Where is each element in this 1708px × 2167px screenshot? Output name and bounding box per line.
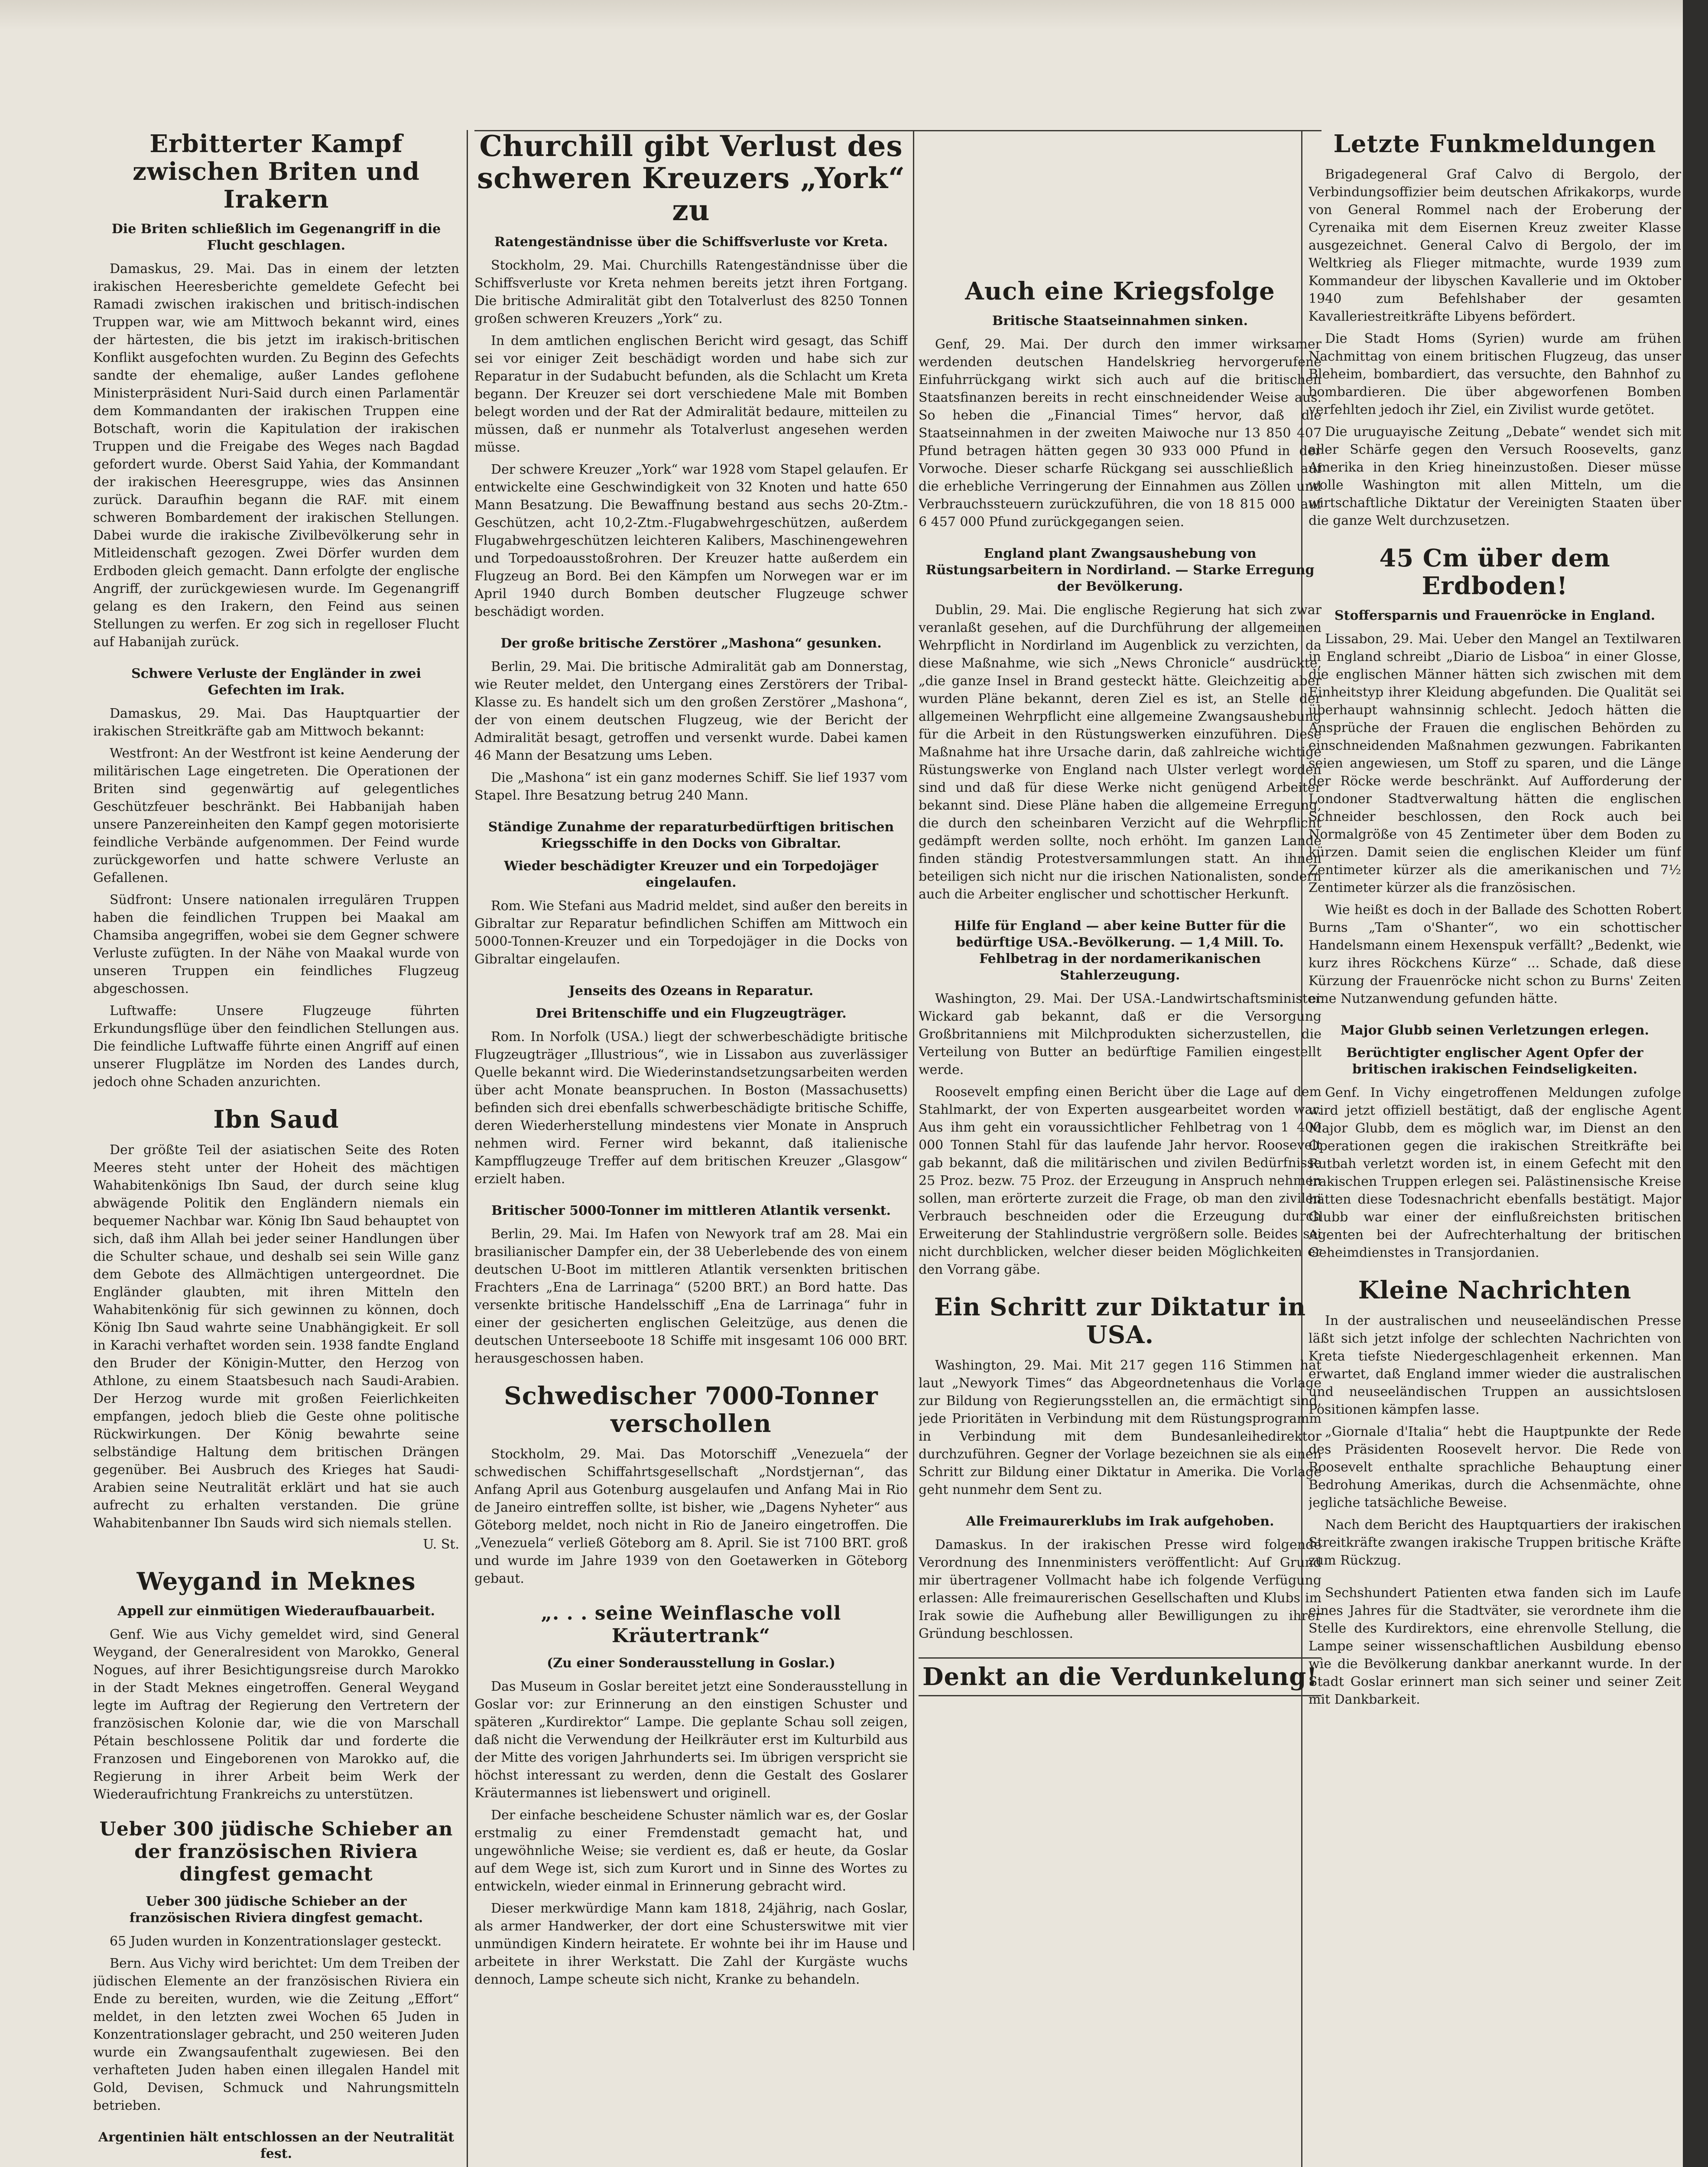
article-kleine-nachrichten <box>1309 1276 1681 1569</box>
article-argentinien <box>93 2129 459 2167</box>
column-3 <box>919 277 1322 2167</box>
article-erbitterter-kampf <box>93 130 459 651</box>
article-subhead: Die Briten schließlich im Gegenangriff in die Flucht geschlagen. <box>111 221 441 253</box>
article-paragraph: Rom. In Norfolk (USA.) liegt der schwerbeschädigte britische Flugzeugträger „Illustrious“, wie in Lissabon aus zuverlässiger Quelle bekannt wird. Die Wiederinstandsetzungsarbeiten werden über acht Monate beanspruchen. In Boston (Massachusetts) befinden sich drei ebenfalls schwerbeschädigte britische Schiffe, deren Wiederherstellung mindestens vier Monate in Anspruch nehmen wird. Ferner wird bekannt, daß italienische Kampfflugzeuge Treffer auf dem britischen Kreuzer „Glasgow“ erzielt haben. <box>474 1029 908 1187</box>
article-7000-tonner <box>474 1382 908 1588</box>
article-headline: Schwere Verluste der Engländer in zwei Gefechten im Irak. <box>131 666 421 698</box>
article-paragraph: Der größte Teil der asiatischen Seite des Roten Meeres steht unter der Hoheit des mächtigen Wahabitenkönigs Ibn Saud, der durch seine klug abwägende Politik den Engländern niemals ein bequemer Nachbar war. König Ibn Saud behauptet von sich, daß ihm Allah bei jeder seiner Handlungen über die Schulter schaue, und deshalb sei sein Wille ganz dem Gebote des Allmächtigen untergeordnet. Die Engländer glaubten, mit ihren Mitteln den Wahabitenkönig für sich gewinnen zu können, doch König Ibn Saud wahrte seine Unabhängigkeit. Er soll in Karachi verhaftet worden sein. 1938 fandte England den Bruder der Königin-Mutter, den Herzog von Athlone, zu einem Staatsbesuch nach Saudi-Arabien. Der Herzog wurde mit großen Feierlichkeiten empfangen, jedoch blieb die Geste ohne politische Rückwirkungen. Der König bewahrte seine selbständige Haltung dem britischen Drängen gegenüber. Bei Ausbruch des Krieges hat Saudi-Arabien seine Neutralität erklärt und hat sie auch aufrecht zu erhalten verstanden. Die grüne Wahabitenbanner Ibn Sauds wird sich niemals stellen. <box>93 1142 459 1531</box>
article-headline: Der große britische Zerstörer „Mashona“ gesunken. <box>500 636 882 651</box>
column-1 <box>93 130 459 2167</box>
article-paragraph: Rom. Wie Stefani aus Madrid meldet, sind außer den bereits in Gibraltar zur Reparatur befindlichen Schiffen am Mittwoch ein 5000-Tonnen-Kreuzer und ein Torpedojäger in die Docks von Gibraltar eingelaufen. <box>474 898 908 967</box>
article-churchill-york <box>474 130 908 621</box>
article-freimaurer <box>919 1513 1322 1643</box>
article-paragraph: Bern. Aus Vichy wird berichtet: Um dem Treiben der jüdischen Elemente an der französischen Riviera ein Ende zu bereiten, wurden, wie die Zeitung „Effort“ meldet, in den letzten zwei Wochen 65 Juden in Konzentrationslager gebracht, und 250 weiteren Juden wurde ein Zwangsaufenthalt zugewiesen. Bei den verhafteten Juden haben einen illegalen Handel mit Gold, Devisen, Schmuck und Nahrungsmitteln betrieben. <box>93 1956 459 2113</box>
article-paragraph: Nach dem Bericht des Hauptquartiers der irakischen Streitkräfte zwangen irakische Truppen britische Kräfte zum Rückzug. <box>1309 1517 1681 1568</box>
article-paragraph: Die uruguayische Zeitung „Debate“ wendet sich mit aller Schärfe gegen den Versuch Roosevelts, ganz Amerika in den Krieg hineinzustoßen. Dieser müsse wolle Washington mit allen Mitteln, um die wirtschaftliche Diktatur der Vereinigten Staaten über die ganze Welt durchzusetzen. <box>1309 424 1681 528</box>
article-paragraph: Das Museum in Goslar bereitet jetzt eine Sonderausstellung in Goslar vor: zur Erinnerung an den einstigen Schuster und späteren „Kurdirektor“ Lampe. Die geplante Schau soll zeigen, daß nicht die Verwendung der Heilkräuter erst im Kulturbild aus der Mitte des vorigen Jahrhunderts sei. Im übrigen verspricht sie höchst interessant zu werden, denn die Gestalt des Goslarer Kräutermannes ist liebenswert und originell. <box>474 1679 908 1801</box>
article-paragraph: „Giornale d'Italia“ hebt die Hauptpunkte der Rede des Präsidenten Roosevelt hervor. Die Rede von Roosevelt enthalte sprachliche Behauptung einer Bedrohung Amerikas, durch die Achsenmächte, ohne jegliche tatsächliche Beweise. <box>1309 1424 1681 1510</box>
article-subhead: (Zu einer Sonderausstellung in Goslar.) <box>547 1656 835 1671</box>
article-weinflasche <box>474 1602 908 1988</box>
article-diktatur-usa <box>919 1293 1322 1499</box>
article-paragraph: Washington, 29. Mai. Der USA.-Landwirtschaftsminister Wickard gab bekannt, daß er die Versorgung Großbritanniens mit Milchprodukten sicherzustellen, die Verteilung von Butter an bedürftige Familien eingestellt werde. <box>919 991 1322 1077</box>
article-paragraph: Dublin, 29. Mai. Die englische Regierung hat sich zwar veranlaßt gesehen, auf die Durchführung der allgemeinen Wehrpflicht in Nordirland im Augenblick zu verzichten, da diese Maßnahme, wie sich „News Chronicle“ ausdrückte, „die ganze Insel in Brand gesteckt hätte. Gleichzeitig aber wurden Pläne bekannt, deren Ziel es ist, an Stelle der allgemeinen Wehrpflicht eine allgemeine Zwangsaushebung für die Arbeit in den Rüstungswerken einzuführen. Diese Maßnahme hat ihre Ursache darin, daß zahlreiche wichtige Rüstungswerke von England nach Ulster verlegt worden sind und daß für diese Werke nicht genügend Arbeiter bekannt sind. Diese Pläne haben die allgemeine Erregung, die durch den scheinbaren Verzicht auf die Wehrpflicht gedämpft werden sollte, noch erhöht. Im ganzen Lande finden ständig Protestversammlungen statt. An ihnen beteiligen sich nicht nur die irischen Nationalisten, sondern auch die Arbeiter englischer und schottischer Herkunft. <box>919 602 1322 902</box>
article-headline: 45 Cm über dem Erdboden! <box>1379 544 1611 600</box>
article-headline: Ibn Saud <box>213 1105 339 1134</box>
article-paragraph: Die Stadt Homs (Syrien) wurde am frühen Nachmittag von einem britischen Flugzeug, das unser Bleheim, bombardiert, das versuchte, den Bahnhof zu bombardieren. Die über abgeworfenen Bomben verfehlten jedoch ihr Ziel, ein Zivilist wurde getötet. <box>1309 331 1681 417</box>
article-headline: England plant Zwangsaushebung von Rüstungsarbeitern in Nordirland. — Starke Erregung der Bevölkerung. <box>925 546 1315 594</box>
article-paragraph: Südfront: Unsere nationalen irregulären Truppen haben die feindlichen Truppen bei Maakal am Chamsiba angegriffen, wobei sie dem Gegner schwere Verluste zufügten. In der Nähe von Maakal wurde von unseren Truppen ein feindliches Flugzeug abgeschossen. <box>93 892 459 996</box>
article-headline: „. . . seine Weinflasche voll Kräutertrank“ <box>541 1602 841 1647</box>
notice-headline: Denkt an die Verdunkelung! <box>922 1663 1318 1691</box>
notice-verdunkelung <box>919 1657 1322 1696</box>
article-mashona <box>474 635 908 804</box>
article-juedische-schieber <box>93 1818 459 2115</box>
article-funkmeldungen <box>1309 130 1681 530</box>
article-paragraph: Berlin, 29. Mai. Im Hafen von Newyork traf am 28. Mai ein brasilianischer Dampfer ein, der 38 Ueberlebende des von einem deutschen U-Boot im mittleren Atlantik versenkten britischen Frachters „Ena de Larrinaga“ (5200 BRT.) an Bord hatte. Das versenkte britische Handelsschiff „Ena de Larrinaga“ fuhr in einer der gesicherten englischen Geleitzüge, aus denen die deutschen Unterseeboote 18 Schiffe mit insgesamt 106 000 BRT. herausgeschossen haben. <box>474 1227 908 1366</box>
article-paragraph: Westfront: An der Westfront ist keine Aenderung der militärischen Lage eingetreten. Die Operationen der Briten sind gegenwärtig auf gelegentliches Geschützfeuer beschränkt. Bei Habbanijah haben unsere Panzereinheiten den Kampf gegen motorisierte feindliche Verbände aufgenommen. Der Feind wurde zurückgeworfen und hatte schwere Verluste an Gefallenen. <box>93 746 459 885</box>
article-subhead: Wieder beschädigter Kreuzer und ein Torpedojäger eingelaufen. <box>504 859 878 890</box>
column-rule-2 <box>913 130 914 1950</box>
article-headline: Hilfe für England — aber keine Butter für die bedürftige USA.-Bevölkerung. — 1,4 Mill. To. Fehlbetrag in der nordamerikanischen Stahlerzeugung. <box>954 918 1286 983</box>
article-headline: Alle Freimaurerklubs im Irak aufgehoben. <box>966 1514 1274 1529</box>
scan-edge-right <box>1683 0 1708 2167</box>
article-signature: U. St. <box>423 1537 459 1552</box>
article-kriegsfolge <box>919 277 1322 531</box>
article-headline: Ueber 300 jüdische Schieber an der französischen Riviera dingfest gemacht <box>99 1818 453 1885</box>
article-paragraph: Dieser merkwürdige Mann kam 1818, 24jährig, nach Goslar, als armer Handwerker, der dort eine Schusterswitwe mit vier unmündigen Kindern heiratete. Er wohnte bei ihr im Hause und arbeitete in ihrer Werkstatt. Die Zahl der Kurgäste wuchs dennoch, Lampe scheute sich nicht, Kranke zu behandeln. <box>474 1901 908 1987</box>
article-paragraph: Damaskus, 29. Mai. Das in einem der letzten irakischen Heeresberichte gemeldete Gefecht bei Ramadi zwischen irakischen und britisch-indischen Truppen war, wie am Mittwoch bekannt wird, eines der härtesten, die bis jetzt im irakisch-britischen Konflikt ausgefochten wurden. Zu Beginn des Gefechts sandte der ehemalige, außer Landes geflohene Ministerpräsident Nuri-Said durch einen Parlamentär dem Kommandanten der irakischen Truppen eine Botschaft, worin die Kapitulation der irakischen Truppen und die Freigabe des Weges nach Bagdad gefordert wurde. Oberst Said Yahia, der Kommandant der irakischen Heeresgruppe, wies das Ansinnen zurück. Daraufhin begann die RAF. mit einem schweren Bombardement der irakischen Stellungen. Dabei wurde die irakische Zivilbevölkerung sehr in Mitleidenschaft gezogen. Zwei Dörfer wurden dem Erdboden gleich gemacht. Dann erfolgte der englische Angriff, der zurückgewiesen wurde. Im Gegenangriff gelang es den Irakern, den Feind aus seinen Stellungen zu werfen. Er zog sich in regelloser Flucht auf Habanijah zurück. <box>93 261 459 650</box>
article-paragraph: Wie heißt es doch in der Ballade des Schotten Robert Burns „Tam o'Shanter“, wo ein schottischer Handelsmann einem Hexenspuk verfällt? „Bedenkt, wie kurz ihres Röckchens Kürze“ ... Schade, daß diese Kürzung der Frauenröcke nicht schon zu Burns' Zeiten eine Nutzanwendung gefunden hätte. <box>1309 902 1681 1006</box>
article-subhead: Stoffersparnis und Frauenröcke in England. <box>1334 608 1656 623</box>
scan-edge-top <box>0 0 1708 30</box>
article-paragraph: Roosevelt empfing einen Bericht über die Lage auf dem Stahlmarkt, der von Experten ausgearbeitet worden war. Aus ihm geht ein voraussichtlicher Fehlbetrag von 1 400 000 Tonnen Stahl für das laufende Jahr hervor. Roosevelt gab bekannt, daß die militärischen und zivilen Bedürfnisse 25 Proz. bezw. 75 Proz. der Erzeugung in Anspruch nehmen sollen, man erörterte zurzeit die Frage, ob man den zivilen Verbrauch beschneiden oder die Erzeugung durch Erweiterung der Stahlindustrie vergrößern solle. Beides sei nicht durchblicken, welcher dieser beiden Möglichkeiten er den Vorrang gäbe. <box>919 1084 1322 1277</box>
column-4 <box>1309 130 1681 2167</box>
article-headline: Ständige Zunahme der reparaturbedürftigen britischen Kriegsschiffe in den Docks von Gibraltar. <box>488 820 894 851</box>
article-paragraph: Genf. In Vichy eingetroffenen Meldungen zufolge wird jetzt offiziell bestätigt, daß der englische Agent Major Glubb, dem es möglich war, im Dienst an den Operationen gegen die irakischen Streitkräfte bei Rutbah verletzt worden ist, in einem Gefecht mit den irakischen Truppen erlegen sei. Palästinensische Kreise hätten diese Todesnachricht ebenfalls bestätigt. Major Glubb war einer der einflußreichsten britischen Agenten bei der Aufrechterhaltung der britischen Geheimdienstes in Transjordanien. <box>1309 1085 1681 1260</box>
article-headline: Erbitterter Kampf zwischen Briten und Irakern <box>133 130 420 214</box>
article-subhead: Ratengeständnisse über die Schiffsverluste vor Kreta. <box>494 234 888 250</box>
article-subhead: Ueber 300 jüdische Schieber an der französischen Riviera dingfest gemacht. <box>129 1894 423 1926</box>
article-paragraph: Stockholm, 29. Mai. Das Motorschiff „Venezuela“ der schwedischen Schiffahrtsgesellschaft „Nordstjernan“, das Anfang April aus Gotenburg ausgelaufen und Anfang Mai in Rio de Janeiro eintreffen sollte, ist bisher, wie „Dagens Nyheter“ aus Göteborg meldet, noch nicht in Rio de Janeiro eingetroffen. Die „Venezuela“ verließ Göteborg am 8. April. Sie ist 7100 BRT. groß und wurde im Jahre 1939 von den Goetawerken in Göteborg gebaut. <box>474 1447 908 1586</box>
article-headline: Britischer 5000-Tonner im mittleren Atlantik versenkt. <box>491 1203 891 1218</box>
article-headline: Ein Schritt zur Diktatur in USA. <box>934 1293 1306 1349</box>
column-rule-1 <box>467 130 468 2167</box>
article-headline: Schwedischer 7000-Tonner verschollen <box>504 1382 878 1438</box>
article-subhead: Berüchtigter englischer Agent Opfer der britischen irakischen Feindseligkeiten. <box>1346 1045 1643 1077</box>
article-subhead: Britische Staatseinnahmen sinken. <box>992 313 1248 329</box>
article-paragraph: Berlin, 29. Mai. Die britische Admiralität gab am Donnerstag, wie Reuter meldet, den Untergang eines Zerstörers der Tribal-Klasse zu. Es handelt sich um den großen Zerstörer „Mashona“, der von einem deutschen Flugzeug, wie der Bericht der Admiralität besagt, getroffen und versenkt wurde. Dabei kamen 46 Mann der Besatzung ums Leben. <box>474 659 908 763</box>
article-headline: Kleine Nachrichten <box>1358 1276 1632 1305</box>
column-2 <box>474 130 908 2167</box>
article-major-glubb <box>1309 1022 1681 1262</box>
article-paragraph: Luftwaffe: Unsere Flugzeuge führten Erkundungsflüge über den feindlichen Stellungen aus. Die feindliche Luftwaffe führte einen Angriff auf einen unserer Flugplätze im Norden des Landes durch, jedoch ohne Schaden anzurichten. <box>93 1003 459 1090</box>
article-paragraph: Der schwere Kreuzer „York“ war 1928 vom Stapel gelaufen. Er entwickelte eine Geschwindigkeit von 32 Knoten und hatte 650 Mann Besatzung. Die Bewaffnung bestand aus sechs 20-Ztm.-Geschützen, acht 10,2-Ztm.-Flugabwehrgeschützen, außerdem Flugabwehrgeschützen leichteren Kalibers, Maschinengewehren und Torpedoausstoßrohren. Der Kreuzer hatte außerdem ein Flugzeug an Bord. Bei den Kämpfen um Norwegen war er im April 1940 durch Bomben deutscher Flugzeuge schwer beschädigt worden. <box>474 462 908 619</box>
article-paragraph: In der australischen und neuseeländischen Presse läßt sich jetzt infolge der schlechten Nachrichten von Kreta tiefste Niedergeschlagenheit erkennen. Man erwartet, daß England immer wieder die australischen und neuseeländischen Truppen an aussichtslosen Positionen kämpfen lasse. <box>1309 1313 1681 1417</box>
article-subhead: Appell zur einmütigen Wiederaufbauarbeit. <box>117 1604 435 1619</box>
article-weygand <box>93 1568 459 1803</box>
article-headline: Letzte Funkmeldungen <box>1333 130 1656 158</box>
article-paragraph: In dem amtlichen englischen Bericht wird gesagt, das Schiff sei vor einiger Zeit beschädigt worden und habe sich zur Reparatur in der Sudabucht befunden, als die Schlacht um Kreta begann. Der Kreuzer sei dort verschiedene Male mit Bomben belegt worden und der Rat der Admiralität bedaure, mitteilen zu müssen, daß er nunmehr als Totalverlust angesehen werden müsse. <box>474 333 908 455</box>
article-paragraph: Brigadegeneral Graf Calvo di Bergolo, der Verbindungsoffizier beim deutschen Afrikakorps, wurde von General Rommel nach der Eroberung der Cyrenaika mit dem Eisernen Kreuz zweiter Klasse ausgezeichnet. General Calvo di Bergolo, der im Weltkrieg als Flieger mitmachte, wurde 1939 zum Kommandeur der libyschen Kavallerie und im Oktober 1940 zum Befehlshaber der gesamten Kavalleriestreitkräfte Libyens befördert. <box>1309 167 1681 324</box>
article-headline: Weygand in Meknes <box>136 1567 416 1596</box>
article-paragraph: Sechshundert Patienten etwa fanden sich im Laufe eines Jahres für die Stadtväter, sie verordnete ihm die Stelle des Kurdirektors, eine ehrenvolle Stellung, die Lampe seiner wissenschaftlichen Ausbildung ebenso wie die Bevölkerung dankbar anerkannt wurde. In der Stadt Goslar erinnert man sich seiner und seiner Zeit mit Dankbarkeit. <box>1309 1585 1681 1707</box>
article-jenseits-ozean <box>474 983 908 1188</box>
article-subhead: Drei Britenschiffe und ein Flugzeugträger. <box>536 1006 847 1021</box>
article-headline: Jenseits des Ozeans in Reparatur. <box>568 983 814 999</box>
article-schwere-verluste <box>93 666 459 1091</box>
article-45cm <box>1309 544 1681 1008</box>
article-headline: Auch eine Kriegsfolge <box>965 277 1275 306</box>
article-headline: Major Glubb seinen Verletzungen erlegen. <box>1341 1023 1649 1038</box>
article-paragraph: Washington, 29. Mai. Mit 217 gegen 116 Stimmen hat laut „Newyork Times“ das Abgeordnetenhaus die Vorlage zur Bildung von Regierungsstellen an, die ermächtigt sind, jede Prioritäten in Verbindung mit dem Rüstungsprogramm in Verbindung mit dem Bundesanleihedirektor durchzuführen. Gegner der Vorlage bezeichnen sie als einen Schritt zur Bildung einer Diktatur in Amerika. Die Vorlage geht nunmehr dem Sent zu. <box>919 1358 1322 1497</box>
article-paragraph: Damaskus. In der irakischen Presse wird folgende Verordnung des Innenministers veröffentlicht: Auf Grund mir übertragener Vollmacht habe ich folgende Verfügung erlassen: Alle freimaurerischen Gesellschaften und Klubs im Irak sowie die Aufhebung aller Bewilligungen zu ihrer Gründung beschlossen. <box>919 1537 1322 1641</box>
article-headline: Churchill gibt Verlust des schweren Kreuzers „York“ zu <box>477 130 906 227</box>
article-paragraph: Genf, 29. Mai. Der durch den immer wirksamer werdenden deutschen Handelskrieg hervorgerufene Einfuhrrückgang wirkt sich auch auf die britischen Staatsfinanzen bereits in recht einschneidender Weise aus. So heben die „Financial Times“ hervor, daß die Staatseinnahmen in der zweiten Maiwoche nur 13 850 407 Pfund betragen hätten gegen 30 933 000 Pfund in der Vorwoche. Dieser scharfe Rückgang sei ausschließlich auf die erhebliche Verringerung der Einnahmen aus Zöllen und Verbrauchssteuern zurückzuführen, die von 18 815 000 auf 6 457 000 Pfund zurückgegangen seien. <box>919 337 1322 530</box>
article-paragraph: Damaskus, 29. Mai. Das Hauptquartier der irakischen Streitkräfte gab am Mittwoch bekannt: <box>93 706 459 739</box>
article-paragraph: Genf. Wie aus Vichy gemeldet wird, sind General Weygand, der Generalresident von Marokko, General Nogues, auf ihrer Besichtigungsreise durch Marokko in der Stadt Meknes eingetroffen. General Weygand legte im Auftrag der Regierung den Vertretern der französischen Kolonie dar, wie die von Marschall Pétain beschlossene Politik dar und forderte die Franzosen und Eingeborenen von Marokko auf, die Regierung in ihrer Arbeit beim Werk der Wiederaufrichtung Frankreichs zu unterstützen. <box>93 1627 459 1802</box>
article-hilfe-england <box>919 918 1322 1279</box>
article-paragraph: Stockholm, 29. Mai. Churchills Ratengeständnisse über die Schiffsverluste vor Kreta nehmen bereits jetzt ihren Fortgang. Die britische Admiralität gibt den Totalverlust des 8250 Tonnen großen schweren Kreuzers „York“ zu. <box>474 258 908 326</box>
article-paragraph: Lissabon, 29. Mai. Ueber den Mangel an Textilwaren in England schreibt „Diario de Lisboa“ in einer Glosse, die englischen Männer hätten sich zwischen mit dem Einheitstyp ihrer Kleidung abgefunden. Die Qualität sei überhaupt wahnsinnig schlecht. Jedoch hätten die Ansprüche der Frauen die englischen Behörden zu einschneidenden Maßnahmen gezwungen. Fabrikanten seien angewiesen, um Stoff zu sparen, und die Länge der Röcke werde beschränkt. Auf Aufforderung der Londoner Stadtverwaltung hätten die englischen Schneider beschlossen, den Rock auch bei Normalgröße von 45 Zentimeter über dem Boden zu kürzen. Damit seien die englischen Kleider um fünf Zentimeter kürzer als die amerikanischen und 7½ Zentimeter kürzer als die französischen. <box>1309 631 1681 895</box>
article-paragraph: 65 Juden wurden in Konzentrationslager gesteckt. <box>110 1934 442 1949</box>
article-continuation <box>1309 1584 1681 1708</box>
article-headline: Argentinien hält entschlossen an der Neutralität fest. <box>98 2130 455 2161</box>
article-paragraph: Der einfache bescheidene Schuster nämlich war es, der Goslar erstmalig zu einer Fremdenstadt gemacht hat, und ungewöhnliche Weise; sie verdient es, daß er heute, da Goslar auf dem Wege ist, sich zum Kurort und in Sinne des Wortes zu entwickeln, wieder einmal in Erinnerung gebracht wird. <box>474 1808 908 1894</box>
article-ibn-saud <box>93 1106 459 1553</box>
article-5000-tonner <box>474 1203 908 1367</box>
article-paragraph: Die „Mashona“ ist ein ganz modernes Schiff. Sie lief 1937 vom Stapel. Ihre Besatzung betrug 240 Mann. <box>474 770 908 803</box>
article-nordirland <box>919 546 1322 903</box>
article-gibraltar <box>474 819 908 968</box>
